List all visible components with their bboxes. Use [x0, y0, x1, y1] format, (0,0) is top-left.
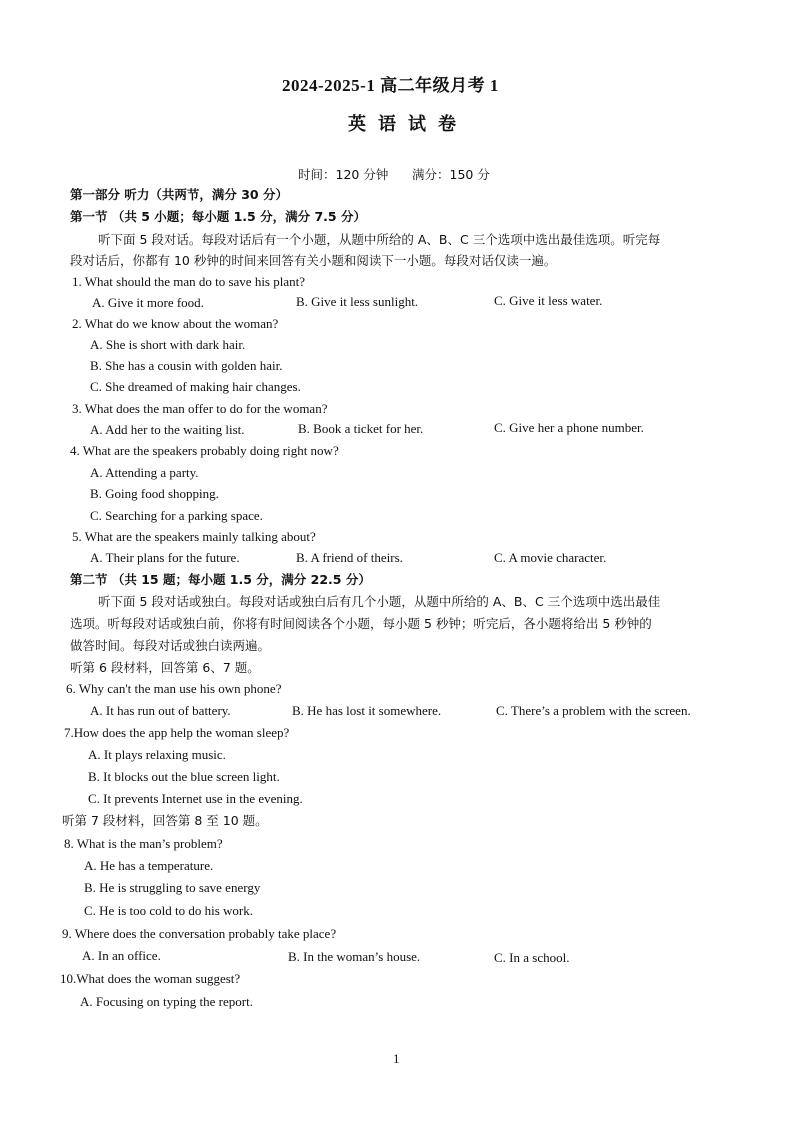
question-8-option-b: B. He is struggling to save energy — [84, 880, 261, 895]
question-2-option-b: B. She has a cousin with golden hair. — [90, 358, 283, 373]
question-2-option-c: C. She dreamed of making hair changes. — [90, 379, 301, 394]
exam-title: 2024-2025-1 高二年级月考 1 — [282, 76, 499, 95]
section2-heading: 第二节 （共 15 题；每小题 1.5 分，满分 22.5 分） — [70, 572, 371, 587]
question-10-option-a: A. Focusing on typing the report. — [80, 994, 253, 1009]
question-5-option-c: C. A movie character. — [494, 550, 607, 565]
question-7-option-a: A. It plays relaxing music. — [88, 747, 226, 762]
part1-heading: 第一部分 听力（共两节，满分 30 分） — [70, 187, 288, 202]
subject-title: 英语试卷 — [348, 114, 468, 134]
question-6-option-a: A. It has run out of battery. — [90, 703, 231, 718]
question-3-option-a: A. Add her to the waiting list. — [90, 422, 245, 437]
question-7-option-b: B. It blocks out the blue screen light. — [88, 769, 280, 784]
question-1-stem: 1. What should the man do to save his plant? — [72, 274, 305, 289]
question-1-option-b: B. Give it less sunlight. — [296, 294, 419, 309]
question-3-option-c: C. Give her a phone number. — [494, 420, 644, 435]
question-9-option-c: C. In a school. — [494, 950, 570, 965]
question-6-stem: 6. Why can't the man use his own phone? — [66, 681, 282, 696]
question-8-option-c: C. He is too cold to do his work. — [84, 903, 253, 918]
question-5-option-a: A. Their plans for the future. — [90, 550, 240, 565]
question-7-option-c: C. It prevents Internet use in the evening. — [88, 791, 303, 806]
question-5-option-b: B. A friend of theirs. — [296, 550, 403, 565]
question-4-option-c: C. Searching for a parking space. — [90, 508, 263, 523]
material-7-instruction: 听第 7 段材料，回答第 8 至 10 题。 — [62, 813, 268, 828]
question-6-option-c: C. There’s a problem with the screen. — [496, 703, 691, 718]
question-4-stem: 4. What are the speakers probably doing right now? — [70, 443, 339, 458]
question-2-stem: 2. What do we know about the woman? — [72, 316, 279, 331]
question-1-option-a: A. Give it more food. — [92, 295, 204, 310]
question-4-option-b: B. Going food shopping. — [90, 486, 219, 501]
question-9-option-b: B. In the woman’s house. — [288, 949, 421, 964]
question-2-option-a: A. She is short with dark hair. — [90, 337, 246, 352]
section1-heading: 第一节 （共 5 小题；每小题 1.5 分，满分 7.5 分） — [70, 209, 366, 224]
section1-instructions-line2: 段对话后，你都有 10 秒钟的时间来回答有关小题和阅读下一小题。每段对话仅读一遍。 — [70, 253, 557, 268]
material-6-instruction: 听第 6 段材料，回答第 6、7 题。 — [70, 660, 260, 675]
question-9-option-a: A. In an office. — [82, 948, 161, 963]
question-10-stem: 10.What does the woman suggest? — [60, 971, 241, 986]
question-9-stem: 9. Where does the conversation probably take place? — [62, 926, 337, 941]
section1-instructions-line1: 听下面 5 段对话。每段对话后有一个小题，从题中所给的 A、B、C 三个选项中选出最佳选项。听完每 — [98, 232, 661, 247]
question-3-option-b: B. Book a ticket for her. — [298, 421, 424, 436]
question-1-option-c: C. Give it less water. — [494, 293, 603, 308]
exam-time: 时间：120 分钟 — [298, 167, 389, 182]
question-5-stem: 5. What are the speakers mainly talking about? — [72, 529, 316, 544]
question-3-stem: 3. What does the man offer to do for the woman? — [72, 401, 328, 416]
section2-instructions-line1: 听下面 5 段对话或独白。每段对话或独白后有几个小题，从题中所给的 A、B、C 三个选项中选出最佳 — [98, 594, 661, 609]
page-number: 1 — [393, 1051, 400, 1066]
section2-instructions-line2: 选项。听每段对话或独白前，你将有时间阅读各个小题，每小题 5 秒钟；听完后，各小题将给出 5 秒钟的 — [70, 616, 652, 631]
question-8-stem: 8. What is the man’s problem? — [64, 836, 223, 851]
exam-full-score: 满分：150 分 — [412, 167, 490, 182]
question-8-option-a: A. He has a temperature. — [84, 858, 214, 873]
section2-instructions-line3: 做答时间。每段对话或独白读两遍。 — [70, 638, 271, 653]
question-7-stem: 7.How does the app help the woman sleep? — [64, 725, 290, 740]
question-6-option-b: B. He has lost it somewhere. — [292, 703, 442, 718]
question-4-option-a: A. Attending a party. — [90, 465, 199, 480]
